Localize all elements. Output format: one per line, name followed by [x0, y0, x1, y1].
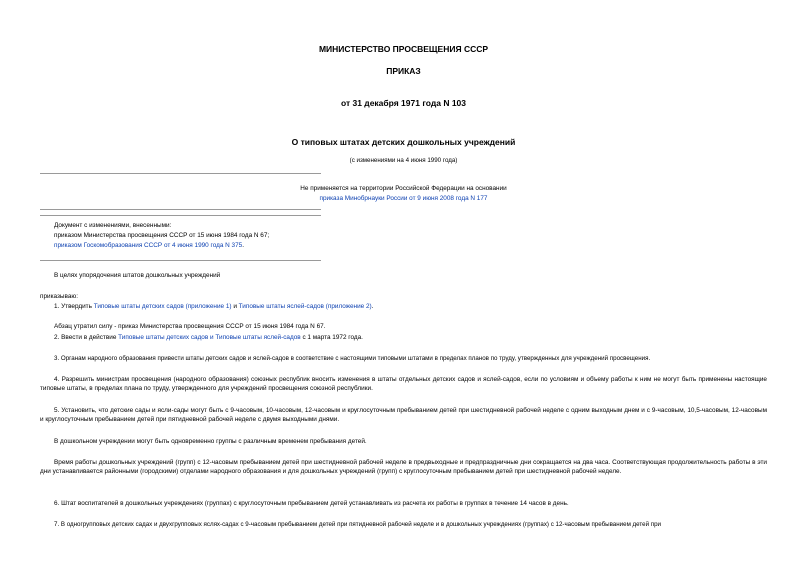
- separator-rule: [40, 215, 321, 216]
- paragraph-2-post: с 1 марта 1972 года.: [300, 334, 363, 341]
- paragraph-4: 4. Разрешить министрам просвещения (народного образования) союзных республик вносить изменения в штаты отдельных детских садов и яслей-садов, если по условиям и объему работы к ним не могут быть применены настоящие типовые штаты, в пределах плана по труду, утвержденного для учреждений просвещения союзной республики.: [40, 376, 767, 392]
- amendment-link[interactable]: приказом Госкомобразования СССР от 4 июня 1990 года N 375: [54, 242, 243, 249]
- paragraph-3: 3. Органам народного образования привести штаты детских садов и яслей-садов в соответствие с настоящими типовыми штатами в пределах планов по труду, утвержденных для учреждений просвещения.: [54, 355, 651, 362]
- notice-link-line: [0, 194, 807, 203]
- separator-rule: [40, 209, 321, 210]
- paragraph-5: 5. Установить, что детские сады и ясли-сады могут быть с 9-часовым, 10-часовым, 12-часовым и круглосуточным пребыванием детей при шестидневной рабочей неделе с одним выходным днем и с 9-часовым, 10,5-часовым, 12-часовым и круглосуточным пребыванием детей при пятидневной рабочей неделе с двумя выходными днями.: [40, 407, 767, 423]
- intro-paragraph: В целях упорядочения штатов дошкольных учреждений: [54, 272, 221, 279]
- paragraph-1-note: Абзац утратил силу - приказ Министерства просвещения СССР от 15 июня 1984 года N 67.: [54, 323, 326, 330]
- amendments-heading: Документ с изменениями, внесенными:: [54, 222, 172, 229]
- separator-rule: [40, 173, 321, 174]
- paragraph-1-mid: и: [231, 303, 239, 310]
- paragraph-6: 6. Штат воспитателей в дошкольных учреждениях (группах) с круглосуточным пребыванием детей устанавливать из расчета их работы в группах в течение 14 часов в день.: [54, 500, 569, 507]
- paragraph-1: [54, 302, 373, 311]
- separator-rule: [40, 260, 321, 261]
- amendment-item: [54, 241, 244, 250]
- amendment-item-end: .: [242, 242, 245, 249]
- document-title: О типовых штатах детских дошкольных учреждений: [291, 137, 516, 147]
- order-word: приказываю:: [40, 293, 78, 300]
- ministry-heading: МИНИСТЕРСТВО ПРОСВЕЩЕНИЯ СССР: [318, 44, 489, 54]
- notice-order-link[interactable]: приказа Минобрнауки России от 9 июня 2008 года N 177: [319, 195, 488, 202]
- paragraph-5c: Время работы дошкольных учреждений (групп) с 12-часовым пребыванием детей при шестидневной рабочей неделе в предвыходные и предпраздничные дни сокращается на два часа. Соответствующая продолжительность работы в эти дни устанавливается районными (городскими) отделами народного образования и для дошкольных учреждений (групп) с круглосуточным пребыванием детей при шестидневной рабочей неделе.: [40, 459, 767, 475]
- document-type: ПРИКАЗ: [386, 66, 421, 76]
- paragraph-7: 7. В одногрупповых детских садах и двухгрупповых яслях-садах с 9-часовым пребыванием детей при пятидневной рабочей неделе и в дошкольных учреждениях (группах) с 12-часовым пребыванием детей при: [54, 521, 662, 528]
- nursery-staff-link[interactable]: Типовые штаты яслей-садов (приложение 2): [238, 303, 372, 310]
- paragraph-5b: В дошкольном учреждении могут быть одновременно группы с различным временем пребывания детей.: [54, 438, 367, 445]
- document-date-number: от 31 декабря 1971 года N 103: [340, 98, 467, 108]
- amendment-note: (с изменениями на 4 июня 1990 года): [349, 157, 458, 164]
- amendment-item: приказом Министерства просвещения СССР от 15 июня 1984 года N 67;: [54, 232, 270, 239]
- kindergarten-staff-link[interactable]: Типовые штаты детских садов (приложение 1): [93, 303, 232, 310]
- paragraph-2-pre: 2. Ввести в действие: [54, 334, 119, 341]
- paragraph-1-post: .: [371, 303, 374, 310]
- staff-standards-link[interactable]: Типовые штаты детских садов и Типовые штаты яслей-садов: [118, 334, 301, 341]
- paragraph-1-pre: 1. Утвердить: [54, 303, 94, 310]
- not-applicable-notice: Не применяется на территории Российской Федерации на основании: [300, 185, 507, 192]
- paragraph-2: [54, 333, 363, 342]
